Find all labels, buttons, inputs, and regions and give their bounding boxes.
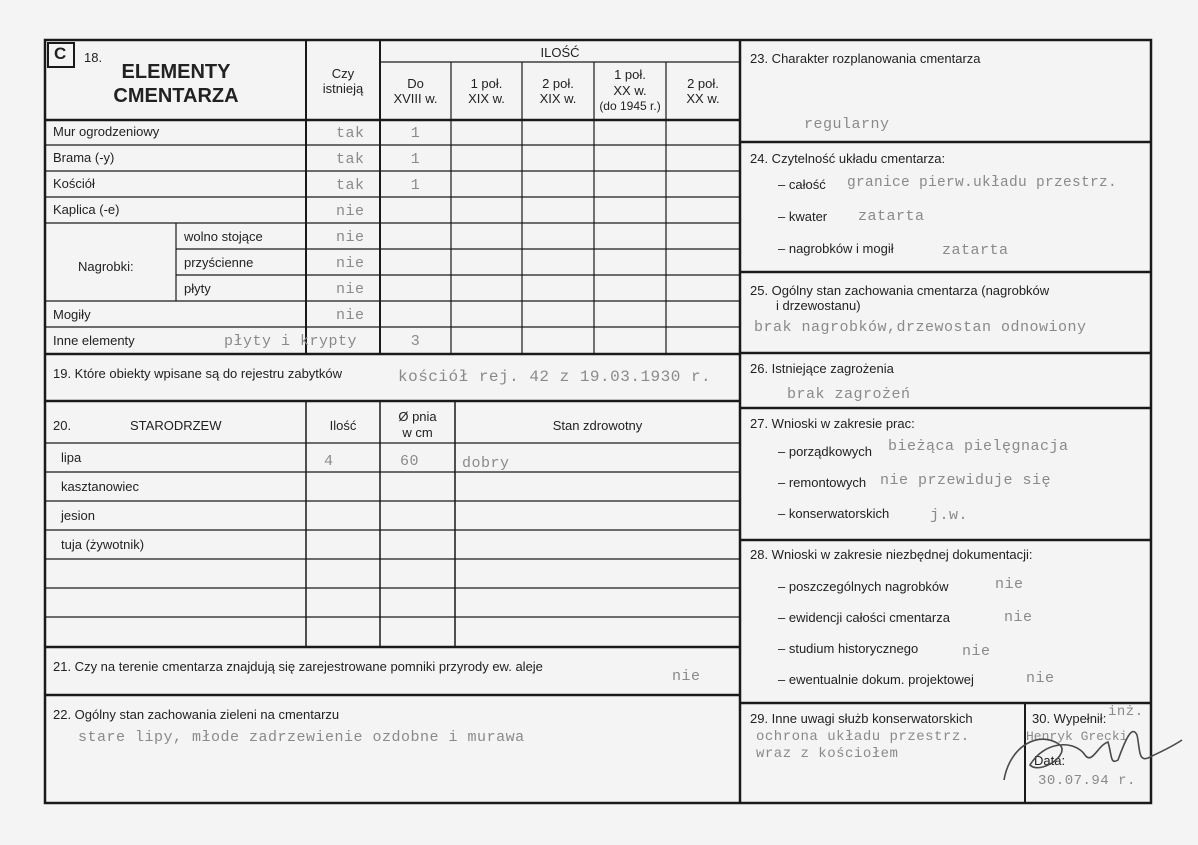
- col-exists-header-1: Czy: [331, 66, 355, 81]
- tree-name-lime: lipa: [61, 450, 82, 465]
- element-label-freestanding: wolno stojące: [184, 229, 263, 244]
- s29-value-1: ochrona układu przestrz.: [756, 729, 970, 745]
- element-label-church: Kościół: [53, 176, 95, 191]
- s28-item-register-label: – ewidencji całości cmentarza: [778, 610, 950, 625]
- s20-col-health: Stan zdrowotny: [552, 418, 643, 433]
- s25-value: brak nagrobków,drzewostan odnowiony: [754, 319, 1087, 336]
- s28-item-design-label: – ewentualnie dokum. projektowej: [778, 672, 974, 687]
- element-qty-wall: 1: [410, 125, 421, 142]
- s24-item-whole-value: granice pierw.układu przestrz.: [847, 175, 1118, 191]
- s27-item-cleaning-value: bieżąca pielęgnacja: [888, 438, 1069, 455]
- tree-name-ash: jesion: [61, 508, 95, 523]
- s20-col-trunk-2: w cm: [402, 425, 433, 440]
- period-col-3-line2: XIX w.: [539, 91, 577, 106]
- s19-label: 19. Które obiekty wpisane są do rejestru zabytków: [53, 366, 343, 381]
- s22-value: stare lipy, młode zadrzewienie ozdobne i murawa: [78, 729, 525, 746]
- period-col-2-line1: 1 poł.: [470, 76, 503, 91]
- s27-item-repair-value: nie przewiduje się: [880, 472, 1052, 489]
- period-col-5-line2: XX w.: [686, 91, 720, 106]
- element-exists-graves: nie: [336, 307, 365, 324]
- element-exists-slabs: nie: [336, 281, 365, 298]
- s28-label: 28. Wnioski w zakresie niezbędnej dokumentacji:: [750, 547, 1033, 562]
- element-label-graves: Mogiły: [53, 307, 91, 322]
- s28-item-register-value: nie: [1004, 609, 1033, 626]
- period-col-1-line1: Do: [407, 76, 424, 91]
- s20-number: 20.: [53, 418, 72, 433]
- s29-value-2: wraz z kościołem: [756, 746, 899, 762]
- tree-name-thuja: tuja (żywotnik): [61, 537, 145, 552]
- s30-date: 30.07.94 r.: [1038, 773, 1136, 789]
- s27-label: 27. Wnioski w zakresie prac:: [750, 416, 915, 431]
- s27-item-conservation-label: – konserwatorskich: [778, 506, 890, 521]
- section-letter: C: [54, 44, 67, 63]
- s22-label: 22. Ogólny stan zachowania zieleni na cmentarzu: [53, 707, 340, 722]
- table-title-line2: CMENTARZA: [113, 85, 239, 107]
- element-exists-other: płyty i krypty: [224, 333, 358, 350]
- element-exists-wall: tak: [336, 125, 365, 142]
- s29-label: 29. Inne uwagi służb konserwatorskich: [750, 711, 973, 726]
- section-number: 18.: [84, 50, 103, 65]
- s24-item-graves-value: zatarta: [942, 242, 1009, 259]
- element-qty-church: 1: [410, 177, 421, 194]
- s26-value: brak zagrożeń: [787, 386, 911, 403]
- element-label-wall: Mur ogrodzeniowy: [53, 124, 160, 139]
- s27-item-repair-label: – remontowych: [778, 475, 867, 490]
- s21-value: nie: [672, 668, 701, 685]
- s28-item-design-value: nie: [1026, 670, 1055, 687]
- s24-item-graves-label: – nagrobków i mogił: [778, 241, 894, 256]
- s30-name: Henryk Grecki: [1026, 729, 1128, 744]
- s24-item-whole-label: – całość: [778, 177, 826, 192]
- tree-trunk-lime: 60: [400, 453, 420, 470]
- s30-label: 30. Wypełnił:: [1032, 711, 1107, 726]
- element-label-other: Inne elementy: [53, 333, 135, 348]
- tree-qty-lime: 4: [324, 453, 334, 470]
- period-col-4-line1: 1 poł.: [614, 67, 646, 82]
- s21-label: 21. Czy na terenie cmentarza znajdują się zarejestrowane pomniki przyrody ew. aleje: [53, 659, 543, 674]
- period-col-5-line1: 2 poł.: [687, 76, 719, 91]
- table-title-line1: ELEMENTY: [121, 61, 231, 83]
- s30-date-label: Data:: [1034, 753, 1066, 768]
- s20-col-trunk-1: Ø pnia: [398, 409, 437, 424]
- period-col-3-line1: 2 poł.: [542, 76, 574, 91]
- element-exists-wall-mounted: nie: [336, 255, 365, 272]
- period-col-4-line2: XX w.: [613, 83, 647, 98]
- s26-label: 26. Istniejące zagrożenia: [750, 361, 894, 376]
- s30-title: inż.: [1108, 704, 1144, 720]
- nagrobki-group-label: Nagrobki:: [78, 259, 134, 274]
- s27-item-cleaning-label: – porządkowych: [778, 444, 872, 459]
- s19-value: kościół rej. 42 z 19.03.1930 r.: [398, 368, 712, 386]
- s25-label-2: i drzewostanu): [776, 298, 861, 313]
- s20-title: STARODRZEW: [130, 418, 222, 433]
- element-exists-church: tak: [336, 177, 365, 194]
- period-col-2-line2: XIX w.: [468, 91, 505, 106]
- s24-item-quarters-label: – kwater: [778, 209, 828, 224]
- s28-item-history-label: – studium historycznego: [778, 641, 919, 656]
- element-qty-other: 3: [410, 333, 421, 350]
- period-col-4-line3: (do 1945 r.): [599, 99, 661, 113]
- element-qty-gate: 1: [410, 151, 421, 168]
- element-label-wall-mounted: przyścienne: [184, 255, 254, 270]
- element-exists-freestanding: nie: [336, 229, 365, 246]
- s27-item-conservation-value: j.w.: [930, 507, 969, 524]
- element-label-chapel: Kaplica (-e): [53, 202, 120, 217]
- element-exists-gate: tak: [336, 151, 365, 168]
- col-exists-header-2: istnieją: [322, 81, 364, 96]
- s28-item-history-value: nie: [962, 643, 991, 660]
- s20-col-qty: Ilość: [329, 418, 357, 433]
- s28-item-individual-value: nie: [995, 576, 1024, 593]
- s23-label: 23. Charakter rozplanowania cmentarza: [750, 51, 981, 66]
- s24-label: 24. Czytelność układu cmentarza:: [750, 151, 946, 166]
- s28-item-individual-label: – poszczególnych nagrobków: [778, 579, 949, 594]
- tree-health-lime: dobry: [462, 455, 510, 472]
- element-label-gate: Brama (-y): [53, 150, 115, 165]
- element-label-slabs: płyty: [184, 281, 211, 296]
- s24-item-quarters-value: zatarta: [858, 208, 925, 225]
- col-quantity-header: ILOŚĆ: [540, 45, 580, 60]
- s25-label-1: 25. Ogólny stan zachowania cmentarza (nagrobków: [750, 283, 1050, 298]
- period-col-1-line2: XVIII w.: [393, 91, 438, 106]
- tree-name-chestnut: kasztanowiec: [61, 479, 140, 494]
- element-exists-chapel: nie: [336, 203, 365, 220]
- s23-value: regularny: [804, 116, 890, 133]
